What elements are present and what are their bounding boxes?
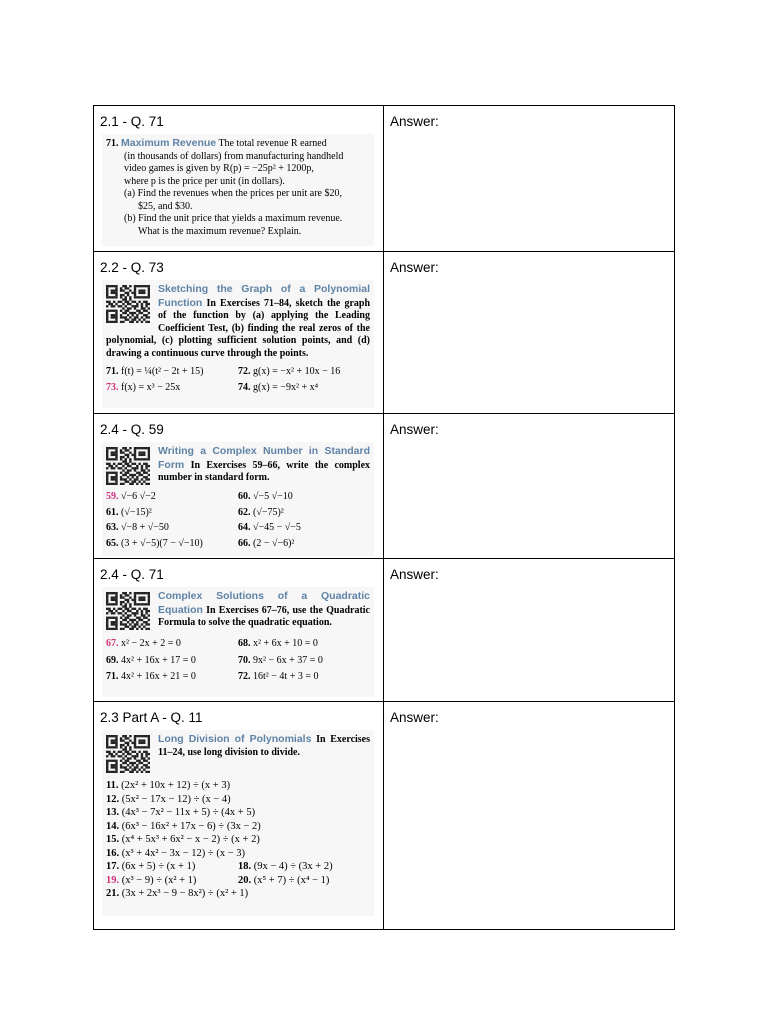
exercise-number: 63. bbox=[106, 522, 119, 533]
table-row bbox=[94, 252, 675, 414]
exercise-expression: (3x + 2x³ − 9 − 8x²) ÷ (x² + 1) bbox=[121, 888, 249, 899]
exercise-number: 64. bbox=[238, 522, 251, 533]
exercise-number: 20. bbox=[238, 874, 252, 886]
question-label: 2.2 - Q. 73 bbox=[100, 260, 164, 275]
exercise-row bbox=[106, 887, 370, 901]
exercise-expression: (9x − 4) ÷ (3x + 2) bbox=[253, 861, 333, 872]
exercise-row bbox=[106, 806, 370, 820]
exercise-expression: (6x³ − 16x² + 17x − 6) ÷ (3x − 2) bbox=[121, 820, 261, 832]
exercise-number: 11. bbox=[106, 780, 119, 791]
exercise-expression: √−45 − √−5 bbox=[253, 522, 301, 533]
exercise-text: In Exercises 67–76, use the Quadratic Formula to solve the quadratic equation. bbox=[158, 604, 370, 628]
exercise-number: 70. bbox=[238, 654, 251, 666]
exercise-text: In Exercises 59–66, write the complex number in standard form. bbox=[158, 459, 370, 483]
qr-code-icon bbox=[106, 447, 150, 485]
exercise-row bbox=[106, 820, 370, 834]
question-label: 2.4 - Q. 59 bbox=[100, 422, 164, 437]
exercise-heading: Complex Solutions of a Quadratic Equation bbox=[158, 590, 370, 616]
exercise-number: 12. bbox=[106, 793, 120, 805]
exercise-number: 21. bbox=[106, 888, 120, 899]
exercise-number: 60. bbox=[238, 491, 251, 502]
exercise-text: where p is the price per unit (in dollars). bbox=[124, 175, 285, 187]
exercise-heading: Sketching the Graph of a Polynomial Function bbox=[158, 283, 370, 309]
exercise-number: 62. bbox=[238, 506, 251, 518]
exercise-row bbox=[106, 793, 370, 807]
exercise-row bbox=[106, 860, 370, 874]
exercise-heading: Maximum Revenue bbox=[121, 137, 217, 149]
exercise-expression: f(t) = ¼(t² − 2t + 15) bbox=[121, 366, 204, 377]
exercise-text: In Exercises 71–84, sketch the graph of the function by (a) applying the Leading Coefficient Test, (b) finding the real zeros of the polynomial, (c) plotting sufficient solution points, and (d) drawing a continuous curve through the points. bbox=[106, 297, 370, 359]
exercise-row bbox=[106, 366, 370, 379]
answer-cell[interactable] bbox=[384, 414, 675, 559]
exercise-number: 61. bbox=[106, 506, 119, 518]
exercise-number: 13. bbox=[106, 807, 120, 818]
exercise-number: 69. bbox=[106, 654, 119, 666]
textbook-snippet bbox=[102, 280, 374, 408]
exercise-expression: √−8 + √−50 bbox=[121, 522, 169, 533]
exercise-expression: g(x) = −x² + 10x − 16 bbox=[253, 366, 341, 377]
exercise-number: 14. bbox=[106, 820, 120, 832]
exercise-expression: (x⁴ + 5x³ + 6x² − x − 2) ÷ (x + 2) bbox=[121, 834, 260, 845]
exercise-heading: Long Division of Polynomials bbox=[158, 733, 312, 745]
exercise-text: In Exercises 11–24, use long division to divide. bbox=[158, 734, 370, 758]
worksheet-table bbox=[93, 105, 675, 930]
exercise-number: 71. bbox=[106, 671, 119, 682]
question-label: 2.3 Part A - Q. 11 bbox=[100, 710, 203, 725]
textbook-snippet bbox=[102, 442, 374, 556]
exercise-expression: x² − 2x + 2 = 0 bbox=[121, 638, 181, 649]
exercise-number: 18. bbox=[238, 861, 252, 872]
exercise-row bbox=[106, 779, 370, 793]
exercise-row bbox=[106, 522, 370, 535]
exercise-number: 15. bbox=[106, 834, 120, 845]
exercise-number-highlighted: 73. bbox=[106, 381, 119, 393]
qr-code-icon bbox=[106, 285, 150, 323]
exercise-text: (in thousands of dollars) from manufacturing handheld bbox=[124, 150, 344, 162]
exercise-part: (a) Find the revenues when the prices per unit are $20, bbox=[124, 188, 342, 199]
answer-cell[interactable] bbox=[384, 106, 675, 252]
exercise-list bbox=[106, 779, 370, 901]
question-cell bbox=[94, 559, 384, 702]
exercise-row bbox=[106, 538, 370, 551]
exercise-expression: f(x) = x³ − 25x bbox=[121, 381, 181, 393]
question-label: 2.4 - Q. 71 bbox=[100, 567, 164, 582]
exercise-expression: (x⁵ + 7) ÷ (x⁴ − 1) bbox=[253, 874, 330, 886]
exercise-expression: x² + 6x + 10 = 0 bbox=[253, 638, 318, 649]
exercise-row bbox=[106, 638, 370, 651]
exercise-expression: √−6 √−2 bbox=[121, 491, 156, 502]
question-cell bbox=[94, 414, 384, 559]
answer-label: Answer: bbox=[390, 567, 439, 582]
exercise-row bbox=[106, 847, 370, 861]
exercise-number: 72. bbox=[238, 671, 251, 682]
exercise-text: video games is given by R(p) = −25p² + 1200p, bbox=[124, 163, 314, 174]
exercise-part: What is the maximum revenue? Explain. bbox=[138, 225, 302, 237]
exercise-number: 71. bbox=[106, 366, 119, 377]
exercise-expression: 4x² + 16x + 17 = 0 bbox=[121, 654, 196, 666]
exercise-row bbox=[106, 833, 370, 847]
table-row bbox=[94, 106, 675, 252]
textbook-snippet bbox=[102, 134, 374, 246]
exercise-expression: (4x³ − 7x² − 11x + 5) ÷ (4x + 5) bbox=[121, 807, 256, 818]
exercise-number-highlighted: 59. bbox=[106, 491, 119, 502]
exercise-text: The total revenue R earned bbox=[218, 138, 327, 149]
exercise-number: 16. bbox=[106, 847, 120, 859]
textbook-snippet bbox=[102, 730, 374, 916]
exercise-number-highlighted: 19. bbox=[106, 874, 120, 886]
exercise-expression: √−5 √−10 bbox=[253, 491, 293, 502]
exercise-expression: 16t² − 4t + 3 = 0 bbox=[253, 671, 319, 682]
exercise-part: $25, and $30. bbox=[138, 200, 193, 212]
question-label: 2.1 - Q. 71 bbox=[100, 114, 164, 129]
exercise-expression: (6x + 5) ÷ (x + 1) bbox=[121, 861, 196, 872]
exercise-number: 66. bbox=[238, 537, 251, 549]
answer-label: Answer: bbox=[390, 260, 439, 275]
answer-label: Answer: bbox=[390, 422, 439, 437]
question-cell bbox=[94, 252, 384, 414]
exercise-number: 68. bbox=[238, 638, 251, 649]
exercise-expression: 4x² + 16x + 21 = 0 bbox=[121, 671, 196, 682]
exercise-row bbox=[106, 507, 370, 520]
answer-cell[interactable] bbox=[384, 252, 675, 414]
exercise-row bbox=[106, 874, 370, 888]
answer-cell[interactable] bbox=[384, 559, 675, 702]
exercise-number: 72. bbox=[238, 366, 251, 377]
exercise-heading: Writing a Complex Number in Standard Form bbox=[158, 445, 370, 471]
exercise-number: 74. bbox=[238, 381, 251, 393]
qr-code-icon bbox=[106, 735, 150, 773]
table-row bbox=[94, 702, 675, 930]
exercise-number: 71. bbox=[106, 138, 119, 149]
exercise-number: 17. bbox=[106, 861, 120, 872]
exercise-number-highlighted: 67. bbox=[106, 638, 119, 649]
qr-code-icon bbox=[106, 592, 150, 630]
table-row bbox=[94, 414, 675, 559]
exercise-expression: g(x) = −9x² + x⁴ bbox=[253, 381, 319, 393]
exercise-expression: (√−15)² bbox=[121, 506, 152, 518]
exercise-expression: (√−75)² bbox=[253, 506, 284, 518]
exercise-expression: 9x² − 6x + 37 = 0 bbox=[253, 654, 323, 666]
answer-label: Answer: bbox=[390, 114, 439, 129]
answer-cell[interactable] bbox=[384, 702, 675, 930]
question-cell bbox=[94, 106, 384, 252]
exercise-row bbox=[106, 491, 370, 504]
exercise-expression: (x³ + 4x² − 3x − 12) ÷ (x − 3) bbox=[121, 847, 245, 859]
exercise-expression: (x³ − 9) ÷ (x² + 1) bbox=[121, 874, 197, 886]
exercise-row bbox=[106, 382, 370, 395]
textbook-snippet bbox=[102, 587, 374, 697]
table-row bbox=[94, 559, 675, 702]
exercise-expression: (2x² + 10x + 12) ÷ (x + 3) bbox=[121, 780, 231, 791]
question-cell bbox=[94, 702, 384, 930]
answer-label: Answer: bbox=[390, 710, 439, 725]
exercise-row bbox=[106, 671, 370, 684]
exercise-row bbox=[106, 655, 370, 668]
exercise-expression: (3 + √−5)(7 − √−10) bbox=[121, 537, 203, 549]
exercise-part: (b) Find the unit price that yields a maximum revenue. bbox=[124, 213, 343, 224]
exercise-expression: (5x² − 17x − 12) ÷ (x − 4) bbox=[121, 793, 231, 805]
exercise-expression: (2 − √−6)² bbox=[253, 537, 295, 549]
exercise-number: 65. bbox=[106, 537, 119, 549]
